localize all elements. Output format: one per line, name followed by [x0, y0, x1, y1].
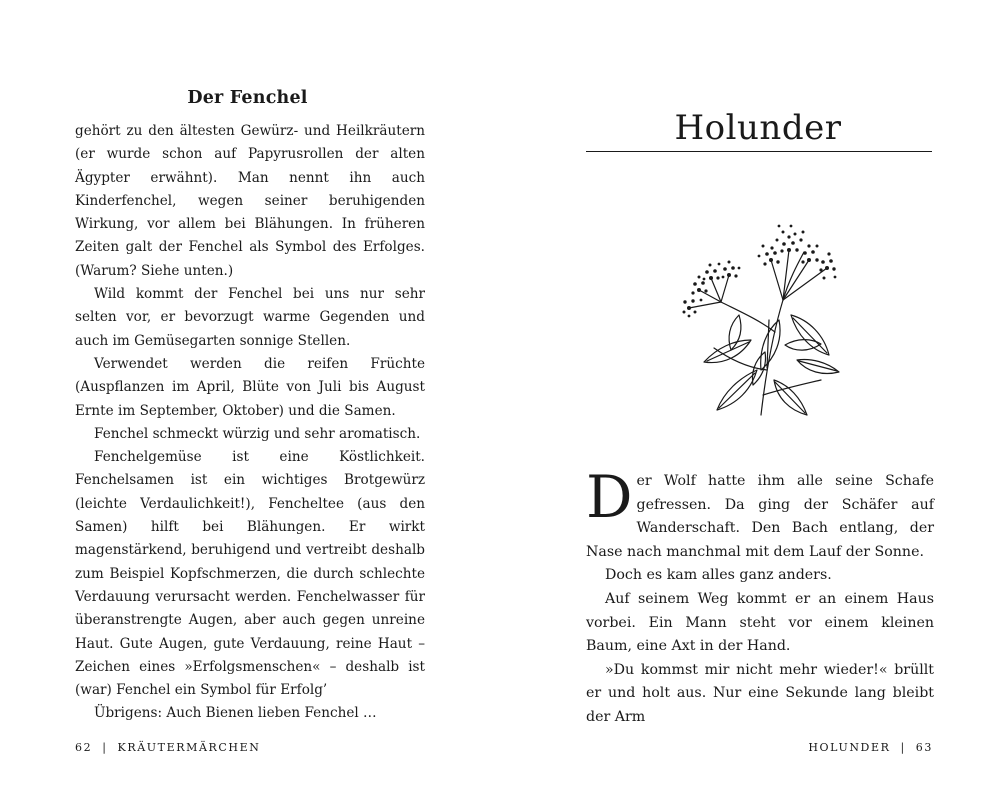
- paragraph: gehört zu den ältesten Gewürz- und Heilkräutern (er wurde schon auf Papyrusrollen der alten Ägypter erwähnt). Man nennt ihn auch Kinderfenchel, wegen seiner beruhigenden Wirkung, vor allem bei Blähungen. In früheren Zeiten galt der Fenchel als Symbol des Erfolges. (Warum? Siehe unten.): [75, 123, 425, 279]
- section-title: Der Fenchel: [187, 88, 308, 108]
- paragraph-text: er Wolf hatte ihm alle seine Schafe gefressen. Da ging der Schäfer auf Wanderschaft. Den Bach entlang, der Nase nach manchmal mit dem Lauf der Sonne.: [586, 473, 934, 560]
- running-head: KRÄUTERMÄRCHEN: [117, 741, 261, 754]
- elderberry-illustration: [679, 220, 844, 420]
- opening-paragraph: [586, 463, 934, 564]
- title-rule: [586, 151, 932, 152]
- running-head: HOLUNDER: [808, 741, 891, 754]
- page-number: 63: [915, 741, 933, 754]
- paragraph: »Du kommst mir nicht mehr wieder!« brüllt er und holt aus. Nur eine Sekunde lang bleibt der Arm: [586, 661, 934, 725]
- page-number: 62: [75, 741, 93, 754]
- paragraph: Fenchelgemüse ist eine Köstlichkeit. Fenchelsamen ist ein wichtiges Brotgewürz (leichte Verdaulichkeit!), Fencheltee (aus den Samen) hilft bei Blähungen. Er wirkt magenstärkend, beruhigend und vertreibt deshalb zum Beispiel Kopfschmerzen, die durch schlechte Verdauung verursacht werden. Fenchelwasser für überanstrengte Augen, aber auch gegen unreine Haut. Gute Augen, gute Verdauung, reine Haut – Zeichen eines »Erfolgsmenschen« – deshalb ist (war) Fenchel ein Symbol für Erfolg’: [75, 449, 425, 699]
- left-footer: [75, 741, 260, 754]
- paragraph: Verwendet werden die reifen Früchte (Auspflanzen im April, Blüte von Juli bis August Ernte im September, Oktober) und die Samen.: [75, 355, 425, 419]
- left-body-text: [75, 120, 425, 726]
- paragraph: Auf seinem Weg kommt er an einem Haus vorbei. Ein Mann steht vor einem kleinen Baum, eine Axt in der Hand.: [586, 590, 934, 655]
- footer-separator: |: [102, 741, 108, 754]
- chapter-title: Holunder: [674, 108, 842, 148]
- paragraph: Fenchel schmeckt würzig und sehr aromatisch.: [94, 425, 421, 442]
- right-page: [504, 0, 1008, 804]
- footer-separator: |: [900, 741, 906, 754]
- right-body-text: [586, 463, 934, 730]
- paragraph: Doch es kam alles ganz anders.: [605, 567, 832, 584]
- paragraph: Übrigens: Auch Bienen lieben Fenchel …: [94, 705, 377, 722]
- right-footer: [808, 741, 933, 754]
- paragraph: Wild kommt der Fenchel bei uns nur sehr selten vor, er bevorzugt warme Gegenden und auch im Gemüsegarten sonnige Stellen.: [75, 286, 425, 349]
- drop-cap: D: [586, 463, 633, 531]
